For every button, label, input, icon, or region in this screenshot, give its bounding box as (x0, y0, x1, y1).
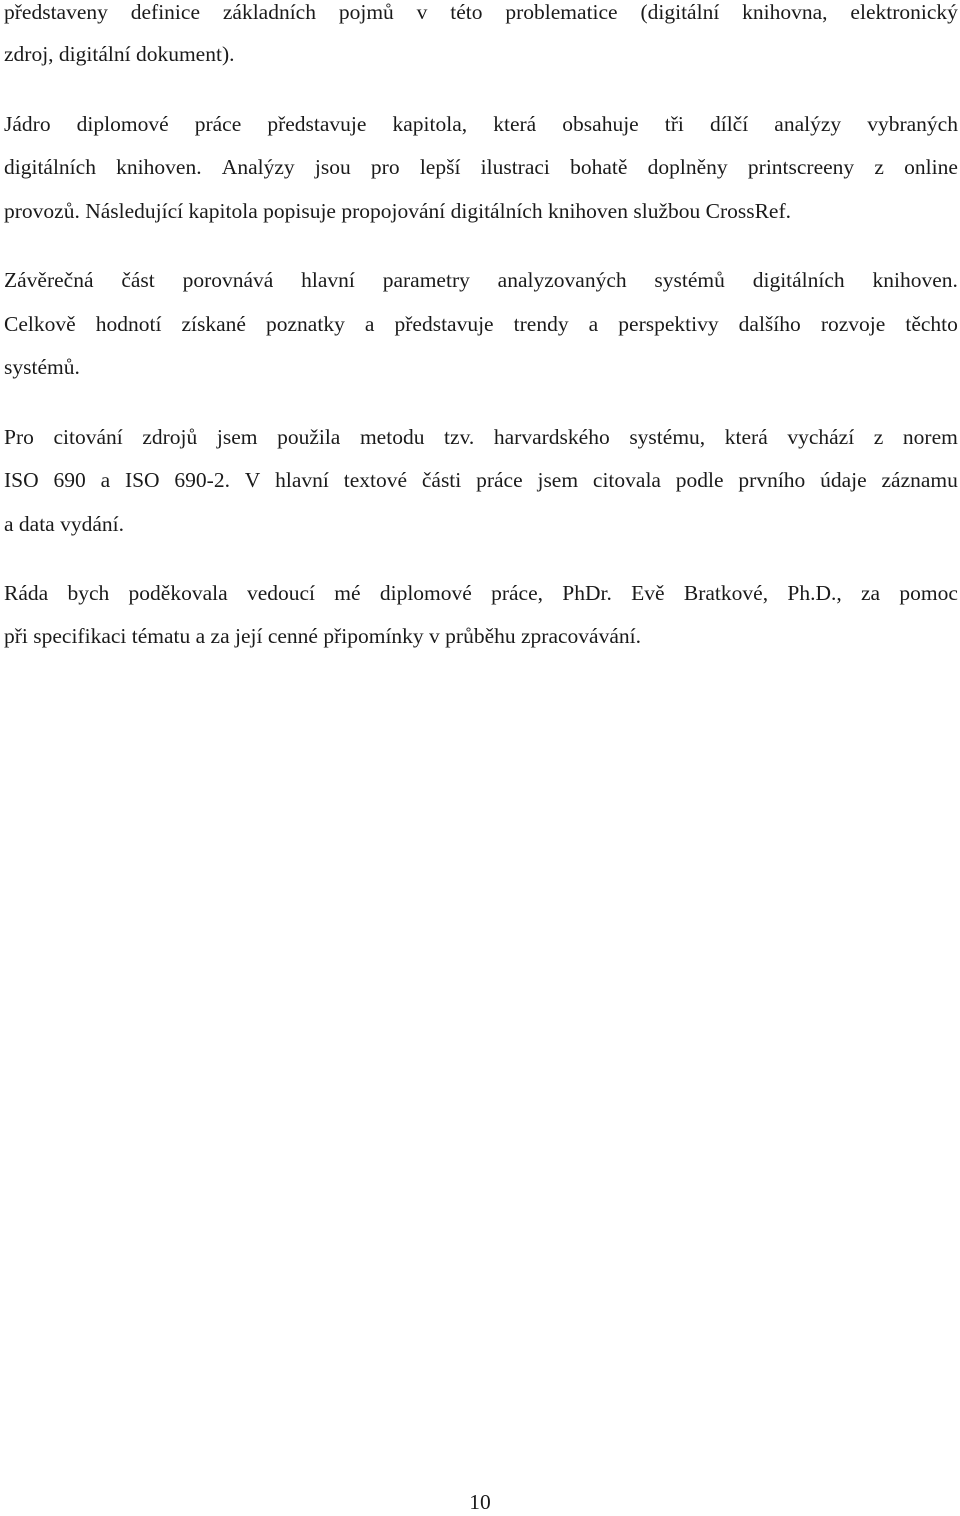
word: použila (277, 425, 341, 449)
word: tři (664, 112, 684, 136)
word: představuje (267, 112, 367, 136)
word: práce, (491, 581, 544, 605)
word: tzv. (444, 425, 475, 449)
word: systému, (629, 425, 706, 449)
word: parametry (382, 268, 470, 292)
word: části (421, 468, 462, 492)
word: norem (902, 425, 958, 449)
word: rozvoje (820, 312, 886, 336)
text-line (4, 310, 958, 338)
text-line (4, 0, 958, 26)
word: lepší (419, 155, 461, 179)
word: Celkově (4, 312, 76, 336)
word: analyzovaných (497, 268, 627, 292)
word: porovnává (182, 268, 274, 292)
word: citování (53, 425, 123, 449)
word: jsem (537, 468, 579, 492)
word: analýzy (774, 112, 842, 136)
word: v (416, 0, 428, 24)
word: mé (334, 581, 361, 605)
word: a (588, 312, 599, 336)
word: systémů (654, 268, 725, 292)
word: této (450, 0, 483, 24)
word: a (100, 468, 111, 492)
word: podle (675, 468, 724, 492)
word: Ph.D., (787, 581, 842, 605)
word: hlavní (301, 268, 355, 292)
text-line (4, 110, 958, 138)
word: perspektivy (618, 312, 719, 336)
word: problematice (505, 0, 618, 24)
word: knihoven. (116, 155, 202, 179)
word: získané (181, 312, 246, 336)
word: harvardského (493, 425, 610, 449)
word: knihoven. (872, 268, 958, 292)
text-line: systémů. (4, 355, 80, 379)
word: diplomové (379, 581, 472, 605)
word: 690-2. (174, 468, 230, 492)
word: Evě (631, 581, 665, 605)
text-line (4, 579, 958, 607)
word: knihovna, (742, 0, 828, 24)
word: diplomové (76, 112, 169, 136)
word: ilustraci (480, 155, 550, 179)
word: která (493, 112, 537, 136)
word: Závěrečná (4, 268, 94, 292)
word: z (873, 425, 884, 449)
word: za (861, 581, 881, 605)
word: vybraných (867, 112, 958, 136)
word: Ráda (4, 581, 49, 605)
word: základních (222, 0, 316, 24)
text-line: a data vydání. (4, 512, 124, 536)
word: poděkovala (128, 581, 228, 605)
word: a (364, 312, 375, 336)
word: citovala (592, 468, 661, 492)
text-line (4, 466, 958, 494)
word: vychází (787, 425, 855, 449)
word: Jádro (4, 112, 51, 136)
word: V (244, 468, 261, 492)
word: poznatky (266, 312, 345, 336)
text-line: provozů. Následující kapitola popisuje propojování digitálních knihoven službou CrossRef. (4, 199, 792, 223)
word: vedoucí (246, 581, 315, 605)
word: digitálních (752, 268, 845, 292)
word: Analýzy (221, 155, 295, 179)
word: pro (370, 155, 400, 179)
word: jsou (314, 155, 351, 179)
word: která (724, 425, 768, 449)
word: práce (194, 112, 242, 136)
word: bohatě (570, 155, 628, 179)
word: hodnotí (95, 312, 162, 336)
word: dalšího (738, 312, 801, 336)
word: definice (130, 0, 200, 24)
word: z (874, 155, 884, 179)
word: obsahuje (562, 112, 639, 136)
word: dílčí (709, 112, 749, 136)
word: představuje (394, 312, 494, 336)
word: záznamu (881, 468, 958, 492)
text-line (4, 153, 958, 181)
word: ISO (124, 468, 160, 492)
word: (digitální (640, 0, 720, 24)
word: hlavní (275, 468, 329, 492)
word: pomoc (899, 581, 958, 605)
word: kapitola, (392, 112, 468, 136)
word: textové (343, 468, 408, 492)
word: online (904, 155, 958, 179)
word: údaje (820, 468, 867, 492)
word: doplněny (647, 155, 728, 179)
text-line: zdroj, digitální dokument). (4, 42, 235, 66)
word: metodu (359, 425, 425, 449)
word: pojmů (338, 0, 394, 24)
word: představeny (4, 0, 108, 24)
word: ISO (4, 468, 39, 492)
page-number: 10 (469, 1490, 491, 1514)
word: PhDr. (562, 581, 612, 605)
word: práce (476, 468, 523, 492)
word: bych (67, 581, 110, 605)
word: těchto (905, 312, 958, 336)
text-line (4, 266, 958, 294)
text-line: při specifikaci tématu a za její cenné připomínky v průběhu zpracovávání. (4, 624, 641, 648)
word: část (121, 268, 155, 292)
word: jsem (216, 425, 258, 449)
word: trendy (513, 312, 569, 336)
word: Pro (4, 425, 34, 449)
word: zdrojů (142, 425, 198, 449)
word: digitálních (4, 155, 96, 179)
word: printscreeny (747, 155, 855, 179)
word: 690 (53, 468, 86, 492)
word: prvního (738, 468, 806, 492)
text-line (4, 423, 958, 451)
word: elektronický (850, 0, 958, 24)
word: Bratkové, (683, 581, 769, 605)
